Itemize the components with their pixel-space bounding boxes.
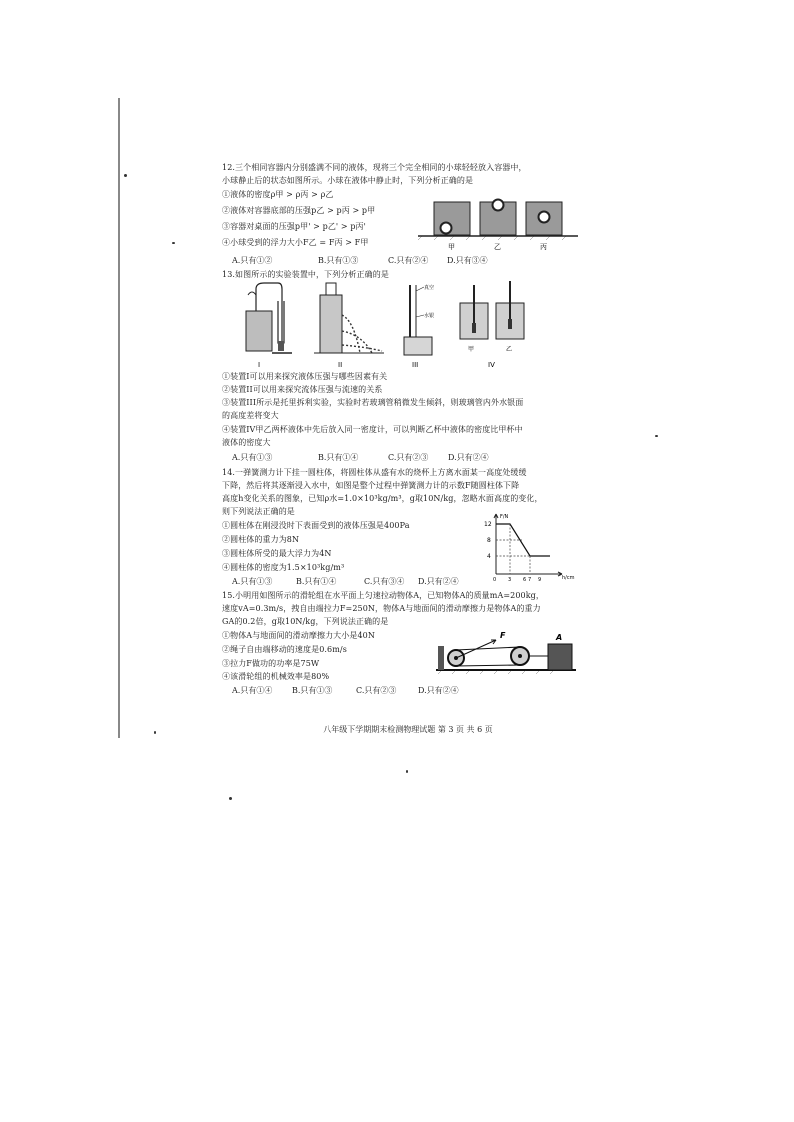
graph-ytick-12: 12 bbox=[484, 521, 492, 528]
q14-option-a: A.只有①③ bbox=[232, 577, 273, 586]
graph-ytick-4: 4 bbox=[487, 553, 491, 560]
q15-statement-1: ①物体A与地面间的滑动摩擦力大小是40N bbox=[222, 631, 375, 640]
q15-stem-line2: 速度vA=0.3m/s，拽自由端拉力F=250N，物体A与地面间的滑动摩擦力是物体A的重力 bbox=[222, 604, 541, 613]
graph-y-label: F/N bbox=[500, 514, 509, 520]
q12-statement-2: ②液体对容器底部的压强p乙 > p丙 > p甲 bbox=[222, 206, 376, 215]
q13-option-b: B.只有①④ bbox=[318, 453, 359, 462]
q13-statement-3a: ③装置III所示是托里拆利实验，实验时若玻璃管稍微发生倾斜，则玻璃管内外水银面 bbox=[222, 398, 524, 407]
q13-statement-4a: ④装置IV甲乙两杯液体中先后放入同一密度计，可以判断乙杯中液体的密度比甲杯中 bbox=[222, 425, 523, 434]
q12-label-yi: 乙 bbox=[494, 243, 501, 251]
q12-containers-figure bbox=[418, 194, 578, 252]
apparatus-1-pressure-gauge bbox=[246, 283, 292, 353]
q13-statement-2: ②装置II可以用来探究流体压强与流速的关系 bbox=[222, 385, 383, 394]
q12-label-bing: 丙 bbox=[540, 243, 547, 251]
q15-stem-line3: GA的0.2倍，g取10N/kg，下列说法正确的是 bbox=[222, 617, 389, 626]
q15-option-a: A.只有①④ bbox=[232, 686, 273, 695]
q13-stem: 13.如图所示的实验装置中，下列分析正确的是 bbox=[222, 270, 389, 279]
q12-statement-4: ④小球受到的浮力大小F乙 = F丙 > F甲 bbox=[222, 238, 369, 247]
q14-option-c: C.只有③④ bbox=[364, 577, 405, 586]
q15-stem-line1: 15.小明用如图所示的滑轮组在水平面上匀速拉动物体A，已知物体A的质量mA=200kg， bbox=[222, 591, 544, 600]
graph-xtick-0: 0 bbox=[493, 577, 497, 582]
apparatus-4-hydrometer bbox=[460, 281, 524, 339]
q12-option-b: B.只有①③ bbox=[318, 256, 359, 265]
q15-statement-2: ②绳子自由端移动的速度是0.6m/s bbox=[222, 645, 347, 654]
q12-statement-1: ①液体的密度ρ甲 > ρ丙 > ρ乙 bbox=[222, 190, 334, 199]
apparatus-label-4: IV bbox=[488, 361, 495, 369]
scan-speck bbox=[229, 797, 232, 800]
q14-force-height-graph bbox=[478, 510, 590, 582]
scan-edge-line bbox=[118, 98, 120, 738]
apparatus-2-water-jets bbox=[314, 283, 384, 353]
scan-speck bbox=[655, 435, 658, 437]
scan-speck bbox=[124, 174, 127, 177]
q13-option-a: A.只有①③ bbox=[232, 453, 273, 462]
q12-statement-3: ③容器对桌面的压强p甲' > p乙' > p丙' bbox=[222, 222, 366, 231]
q15-statement-3: ③拉力F做功的功率是75W bbox=[222, 659, 320, 668]
q14-statement-2: ②圆柱体的重力为8N bbox=[222, 535, 300, 544]
q13-option-c: C.只有②③ bbox=[388, 453, 429, 462]
apparatus-3-mercury-label: 水银 bbox=[424, 313, 435, 319]
apparatus-4-label-yi: 乙 bbox=[506, 346, 513, 353]
q14-statement-3: ③圆柱体所受的最大浮力为4N bbox=[222, 549, 332, 558]
scan-speck bbox=[406, 770, 408, 773]
q15-statement-4: ④该滑轮组的机械效率是80% bbox=[222, 672, 330, 681]
graph-ytick-8: 8 bbox=[487, 537, 491, 544]
q12-stem-line1: 12.三个相同容器内分别盛满不同的液体，现将三个完全相同的小球轻轻放入容器中， bbox=[222, 163, 527, 172]
page-footer: 八年级下学期期末检测物理试题 第 3 页 共 6 页 bbox=[323, 725, 493, 734]
q12-label-jia: 甲 bbox=[448, 243, 455, 251]
apparatus-3-vacuum-label: 真空 bbox=[424, 285, 435, 291]
q13-statement-1: ①装置I可以用来探究液体压强与哪些因素有关 bbox=[222, 372, 388, 381]
q13-option-d: D.只有②④ bbox=[448, 453, 489, 462]
graph-x-label: h/cm bbox=[562, 575, 575, 581]
q13-apparatus-figure bbox=[242, 281, 532, 369]
graph-xtick-9: 9 bbox=[538, 577, 542, 582]
scan-speck bbox=[154, 731, 156, 734]
q14-stem-line4: 则下列说法正确的是 bbox=[222, 507, 295, 516]
q14-stem-line3: 高度h变化关系的图象，已知ρ水=1.0×10³kg/m³，g取10N/kg，忽略水面高度的变化， bbox=[222, 494, 543, 503]
apparatus-4-label-jia: 甲 bbox=[468, 346, 475, 353]
q14-option-d: D.只有②④ bbox=[418, 577, 459, 586]
scan-speck bbox=[172, 242, 175, 244]
block-a bbox=[548, 644, 572, 670]
q15-option-d: D.只有②④ bbox=[418, 686, 459, 695]
apparatus-label-1: I bbox=[258, 361, 261, 369]
q15-option-c: C.只有②③ bbox=[356, 686, 397, 695]
apparatus-3-torricelli bbox=[404, 285, 435, 355]
q15-option-b: B.只有①③ bbox=[292, 686, 333, 695]
q14-option-b: B.只有①④ bbox=[296, 577, 337, 586]
q15-block-label: A bbox=[556, 633, 563, 642]
q12-option-d: D.只有③④ bbox=[447, 256, 488, 265]
graph-xtick-7: 7 bbox=[528, 577, 532, 582]
q15-pulley-figure bbox=[436, 624, 576, 676]
apparatus-label-3: III bbox=[412, 361, 419, 369]
apparatus-label-2: II bbox=[338, 361, 343, 369]
q12-option-a: A.只有①② bbox=[232, 256, 273, 265]
q13-statement-3b: 的高度差将变大 bbox=[222, 411, 279, 420]
q14-statement-1: ①圆柱体在刚浸没时下表面受到的液体压强是400Pa bbox=[222, 521, 410, 530]
graph-xtick-6: 6 bbox=[523, 577, 527, 582]
q14-statement-4: ④圆柱体的密度为1.5×10³kg/m³ bbox=[222, 563, 345, 572]
q15-force-label: F bbox=[500, 631, 506, 640]
q13-statement-4b: 液体的密度大 bbox=[222, 438, 271, 447]
q14-stem-line2: 下降，然后将其逐渐浸入水中，如图是整个过程中弹簧测力计的示数F随圆柱体下降 bbox=[222, 481, 520, 490]
q12-stem-line2: 小球静止后的状态如图所示。小球在液体中静止时，下列分析正确的是 bbox=[222, 176, 474, 185]
q12-option-c: C.只有②④ bbox=[388, 256, 429, 265]
graph-xtick-3: 3 bbox=[508, 577, 512, 582]
q14-stem-line1: 14.一弹簧测力计下挂一圆柱体，将圆柱体从盛有水的烧杯上方离水面某一高度处缓缓 bbox=[222, 468, 527, 477]
